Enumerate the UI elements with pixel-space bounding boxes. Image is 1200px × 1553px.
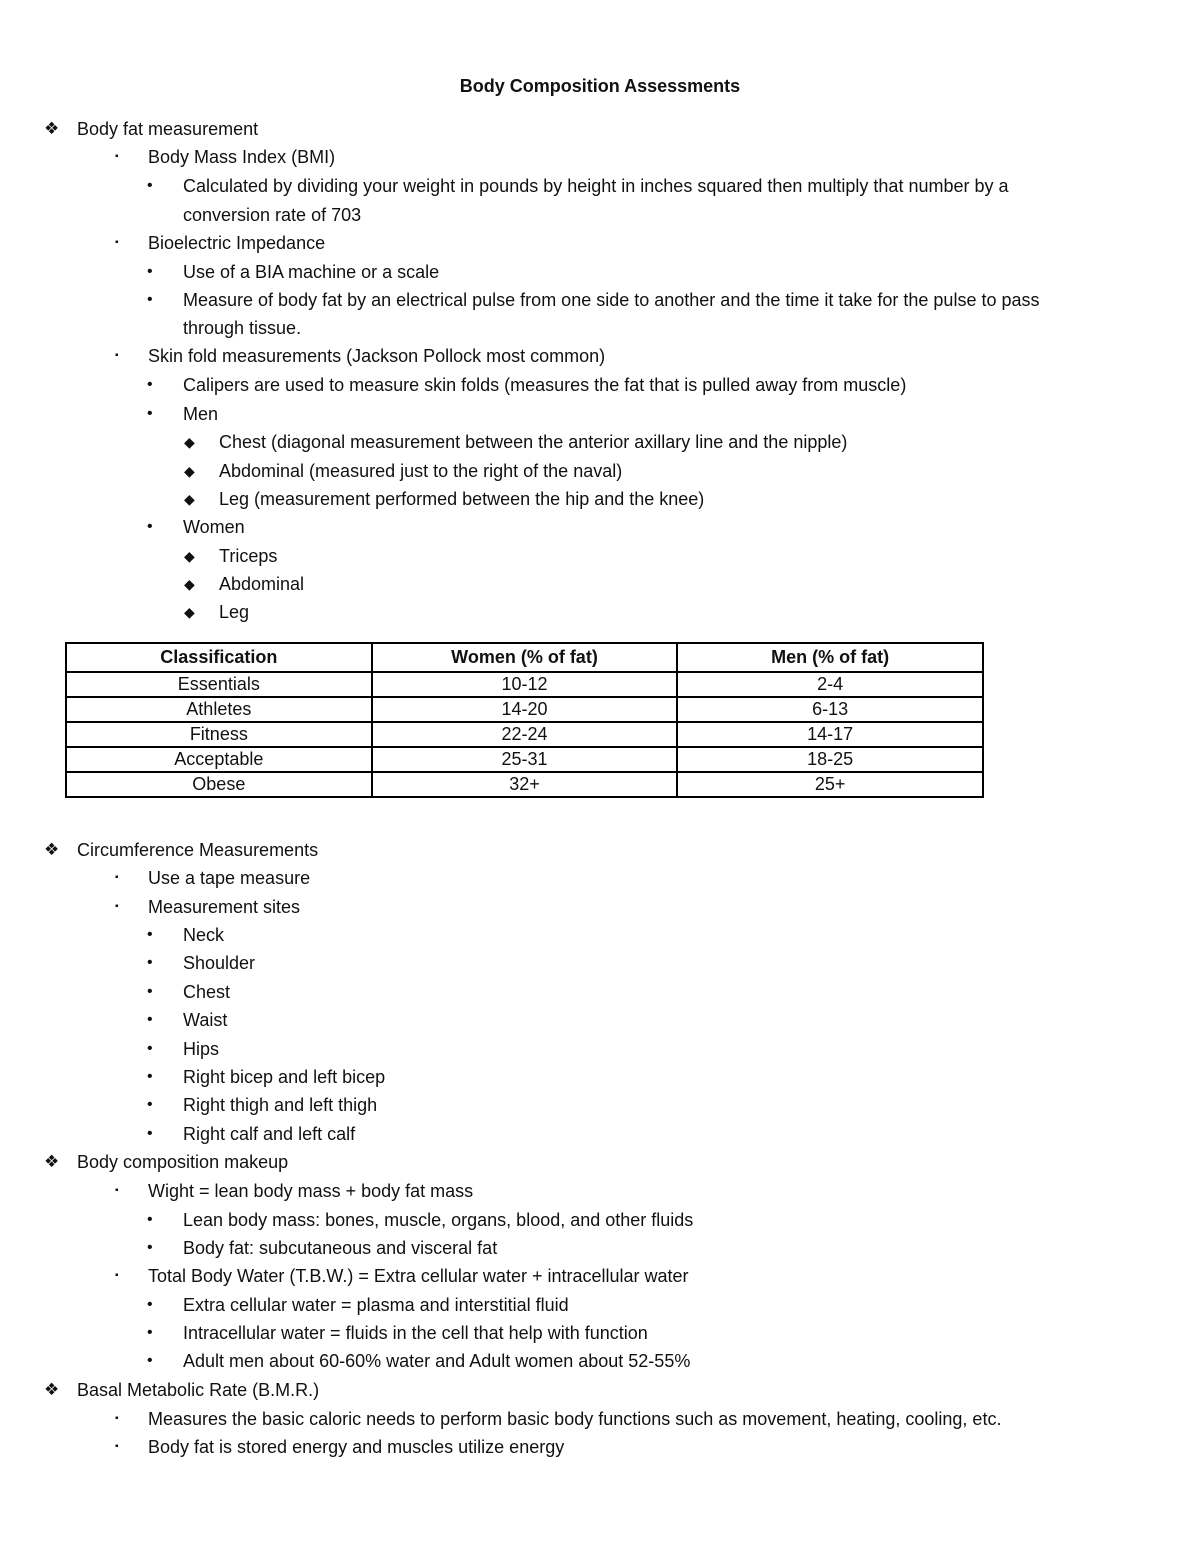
list-marker-level1-icon: ❖ [44, 1380, 60, 1399]
document-title: Body Composition Assessments [459, 76, 741, 96]
list-marker-level4-icon: ◆ [184, 463, 195, 479]
weight-item: Body fat: subcutaneous and visceral fat [183, 1238, 498, 1258]
list-marker-level2-icon: ▪ [115, 1413, 119, 1424]
tbw-item: Extra cellular water = plasma and interstitial fluid [183, 1295, 569, 1315]
list-marker-level4-icon: ◆ [184, 576, 195, 592]
list-marker-level2-icon: ▪ [115, 901, 119, 912]
table-cell: Essentials [66, 672, 372, 697]
table-cell: 10-12 [372, 672, 678, 697]
site-item: Right thigh and left thigh [183, 1095, 378, 1115]
tbw-formula: Total Body Water (T.B.W.) = Extra cellular water + intracellular water [148, 1266, 689, 1286]
table-cell: Athletes [66, 697, 372, 722]
list-marker-level2-icon: ▪ [115, 151, 119, 162]
table-cell: Acceptable [66, 747, 372, 772]
site-item: Hips [183, 1039, 220, 1059]
table-row [66, 772, 983, 797]
skinfold-label: Skin fold measurements (Jackson Pollock most common) [148, 346, 606, 366]
tbw-item: Intracellular water = fluids in the cell that help with function [183, 1323, 648, 1343]
list-marker-level3-icon: • [147, 1096, 153, 1113]
list-marker-level3-icon: • [147, 1068, 153, 1085]
list-marker-level3-icon: • [147, 1296, 153, 1313]
circumference-item-2: Measurement sites [148, 897, 301, 917]
women-site-leg: Leg [219, 602, 250, 622]
list-marker-level3-icon: • [147, 177, 153, 194]
men-site-abdominal: Abdominal (measured just to the right of the naval) [219, 461, 623, 481]
bia-label: Bioelectric Impedance [148, 233, 326, 253]
table-cell: 32+ [372, 772, 678, 797]
site-item: Waist [183, 1010, 228, 1030]
body-fat-table [65, 642, 984, 798]
table-row [66, 747, 983, 772]
list-marker-level3-icon: • [147, 376, 153, 393]
section-heading-circumference: Circumference Measurements [77, 840, 319, 860]
women-site-abdominal: Abdominal [219, 574, 305, 594]
list-marker-level3-icon: • [147, 954, 153, 971]
table-header-cell: Classification [66, 643, 372, 672]
list-marker-level3-icon: • [147, 405, 153, 422]
weight-item: Lean body mass: bones, muscle, organs, blood, and other fluids [183, 1210, 694, 1230]
list-marker-level3-icon: • [147, 1011, 153, 1028]
list-marker-level2-icon: ▪ [115, 350, 119, 361]
table-cell: 6-13 [677, 697, 983, 722]
section-heading-makeup: Body composition makeup [77, 1152, 289, 1172]
bmi-description-line1: Calculated by dividing your weight in pounds by height in inches squared then multiply that number by a [183, 176, 1009, 196]
table-cell: 14-17 [677, 722, 983, 747]
site-item: Right bicep and left bicep [183, 1067, 386, 1087]
list-marker-level3-icon: • [147, 1239, 153, 1256]
list-marker-level2-icon: ▪ [115, 237, 119, 248]
list-marker-level1-icon: ❖ [44, 840, 60, 859]
table-cell: 14-20 [372, 697, 678, 722]
list-marker-level1-icon: ❖ [44, 1152, 60, 1171]
list-marker-level3-icon: • [147, 983, 153, 1000]
table-header-cell: Women (% of fat) [372, 643, 678, 672]
table-cell: 25-31 [372, 747, 678, 772]
weight-formula: Wight = lean body mass + body fat mass [148, 1181, 474, 1201]
list-marker-level3-icon: • [147, 291, 153, 308]
bmr-item: Body fat is stored energy and muscles utilize energy [148, 1437, 565, 1457]
list-marker-level3-icon: • [147, 1211, 153, 1228]
circumference-item-1: Use a tape measure [148, 868, 311, 888]
table-row [66, 672, 983, 697]
list-marker-level1-icon: ❖ [44, 119, 60, 138]
table-cell: Obese [66, 772, 372, 797]
bmr-item: Measures the basic caloric needs to perform basic body functions such as movement, heating, cooling, etc. [148, 1409, 1002, 1429]
site-item: Chest [183, 982, 231, 1002]
list-marker-level2-icon: ▪ [115, 872, 119, 883]
list-marker-level3-icon: • [147, 263, 153, 280]
women-site-triceps: Triceps [219, 546, 278, 566]
section-heading-bmr: Basal Metabolic Rate (B.M.R.) [77, 1380, 320, 1400]
list-marker-level3-icon: • [147, 1125, 153, 1142]
section-heading-body-fat: Body fat measurement [77, 119, 259, 139]
table-cell: 18-25 [677, 747, 983, 772]
bia-item-2-line2: through tissue. [183, 318, 302, 338]
list-marker-level3-icon: • [147, 1324, 153, 1341]
table-cell: 22-24 [372, 722, 678, 747]
table-row [66, 697, 983, 722]
list-marker-level4-icon: ◆ [184, 548, 195, 564]
list-marker-level4-icon: ◆ [184, 604, 195, 620]
bmi-description-line2: conversion rate of 703 [183, 205, 362, 225]
list-marker-level4-icon: ◆ [184, 491, 195, 507]
list-marker-level3-icon: • [147, 1352, 153, 1369]
site-item: Shoulder [183, 953, 256, 973]
bia-item-1: Use of a BIA machine or a scale [183, 262, 440, 282]
table-cell: Fitness [66, 722, 372, 747]
table-header-row [66, 643, 983, 672]
list-marker-level4-icon: ◆ [184, 434, 195, 450]
list-marker-level3-icon: • [147, 518, 153, 535]
table-row [66, 722, 983, 747]
bia-item-2-line1: Measure of body fat by an electrical pulse from one side to another and the time it take for the pulse to pass [183, 290, 1040, 310]
men-site-chest: Chest (diagonal measurement between the anterior axillary line and the nipple) [219, 432, 848, 452]
women-label: Women [183, 517, 245, 537]
site-item: Neck [183, 925, 225, 945]
list-marker-level3-icon: • [147, 926, 153, 943]
list-marker-level2-icon: ▪ [115, 1441, 119, 1452]
table-header-cell: Men (% of fat) [677, 643, 983, 672]
men-label: Men [183, 404, 219, 424]
table-cell: 25+ [677, 772, 983, 797]
calipers-text: Calipers are used to measure skin folds (measures the fat that is pulled away from muscle) [183, 375, 907, 395]
tbw-item: Adult men about 60-60% water and Adult women about 52-55% [183, 1351, 691, 1371]
site-item: Right calf and left calf [183, 1124, 356, 1144]
list-marker-level2-icon: ▪ [115, 1270, 119, 1281]
bmi-label: Body Mass Index (BMI) [148, 147, 336, 167]
list-marker-level3-icon: • [147, 1040, 153, 1057]
list-marker-level2-icon: ▪ [115, 1185, 119, 1196]
men-site-leg: Leg (measurement performed between the hip and the knee) [219, 489, 705, 509]
table-cell: 2-4 [677, 672, 983, 697]
